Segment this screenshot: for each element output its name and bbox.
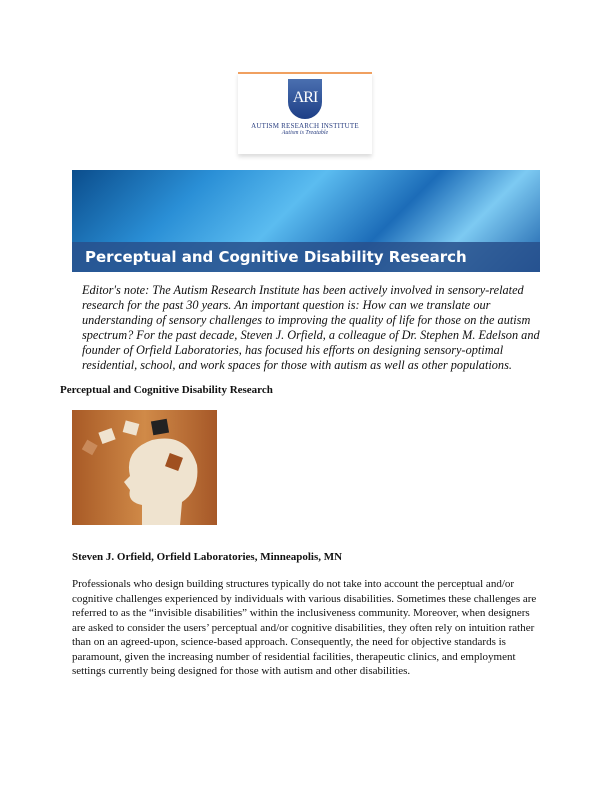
author-line: Steven J. Orfield, Orfield Laboratories, Minneapolis, MN	[72, 551, 343, 563]
logo-name: AUTISM RESEARCH INSTITUTE	[251, 122, 359, 130]
banner-title: Perceptual and Cognitive Disability Research	[72, 242, 540, 272]
section-heading: Perceptual and Cognitive Disability Research	[60, 384, 273, 396]
header-banner	[72, 170, 540, 272]
logo-tagline: Autism is Treatable	[281, 130, 329, 136]
logo-monogram: ARI	[292, 89, 318, 106]
head-puzzle-image	[72, 410, 217, 525]
shield-icon	[288, 79, 322, 119]
editors-note: Editor's note: The Autism Research Institute has been actively involved in sensory-related research for the past 30 years. An important question is: How can we translate our understanding of sensory challenges to improving the quality of life for those on the autism spectrum? For the past decade, Steven J. Orfield, a colleague of Dr. Stephen M. Edelson and founder of Orfield Laboratories, has focused his efforts on designing sensory-optimal residential, school, and work spaces for those with autism as well as other populations.	[82, 283, 540, 372]
body-paragraph: Professionals who design building structures typically do not take into account the perceptual and/or cognitive challenges experienced by individuals with various disabilities. Sometimes these challenges are referred to as the “invisible disabilities” within the inclusiveness community. Moreover, when designers are asked to consider the users’ perceptual and/or cognitive disabilities, they often rely on intuition rather than on an agreed-upon, science-based approach. Consequently, the need for objective standards is paramount, given the increasing number of residential facilities, therapeutic clinics, and employment settings currently being designed for those with autism and other disabilities.	[72, 578, 537, 677]
ari-logo	[238, 72, 372, 154]
